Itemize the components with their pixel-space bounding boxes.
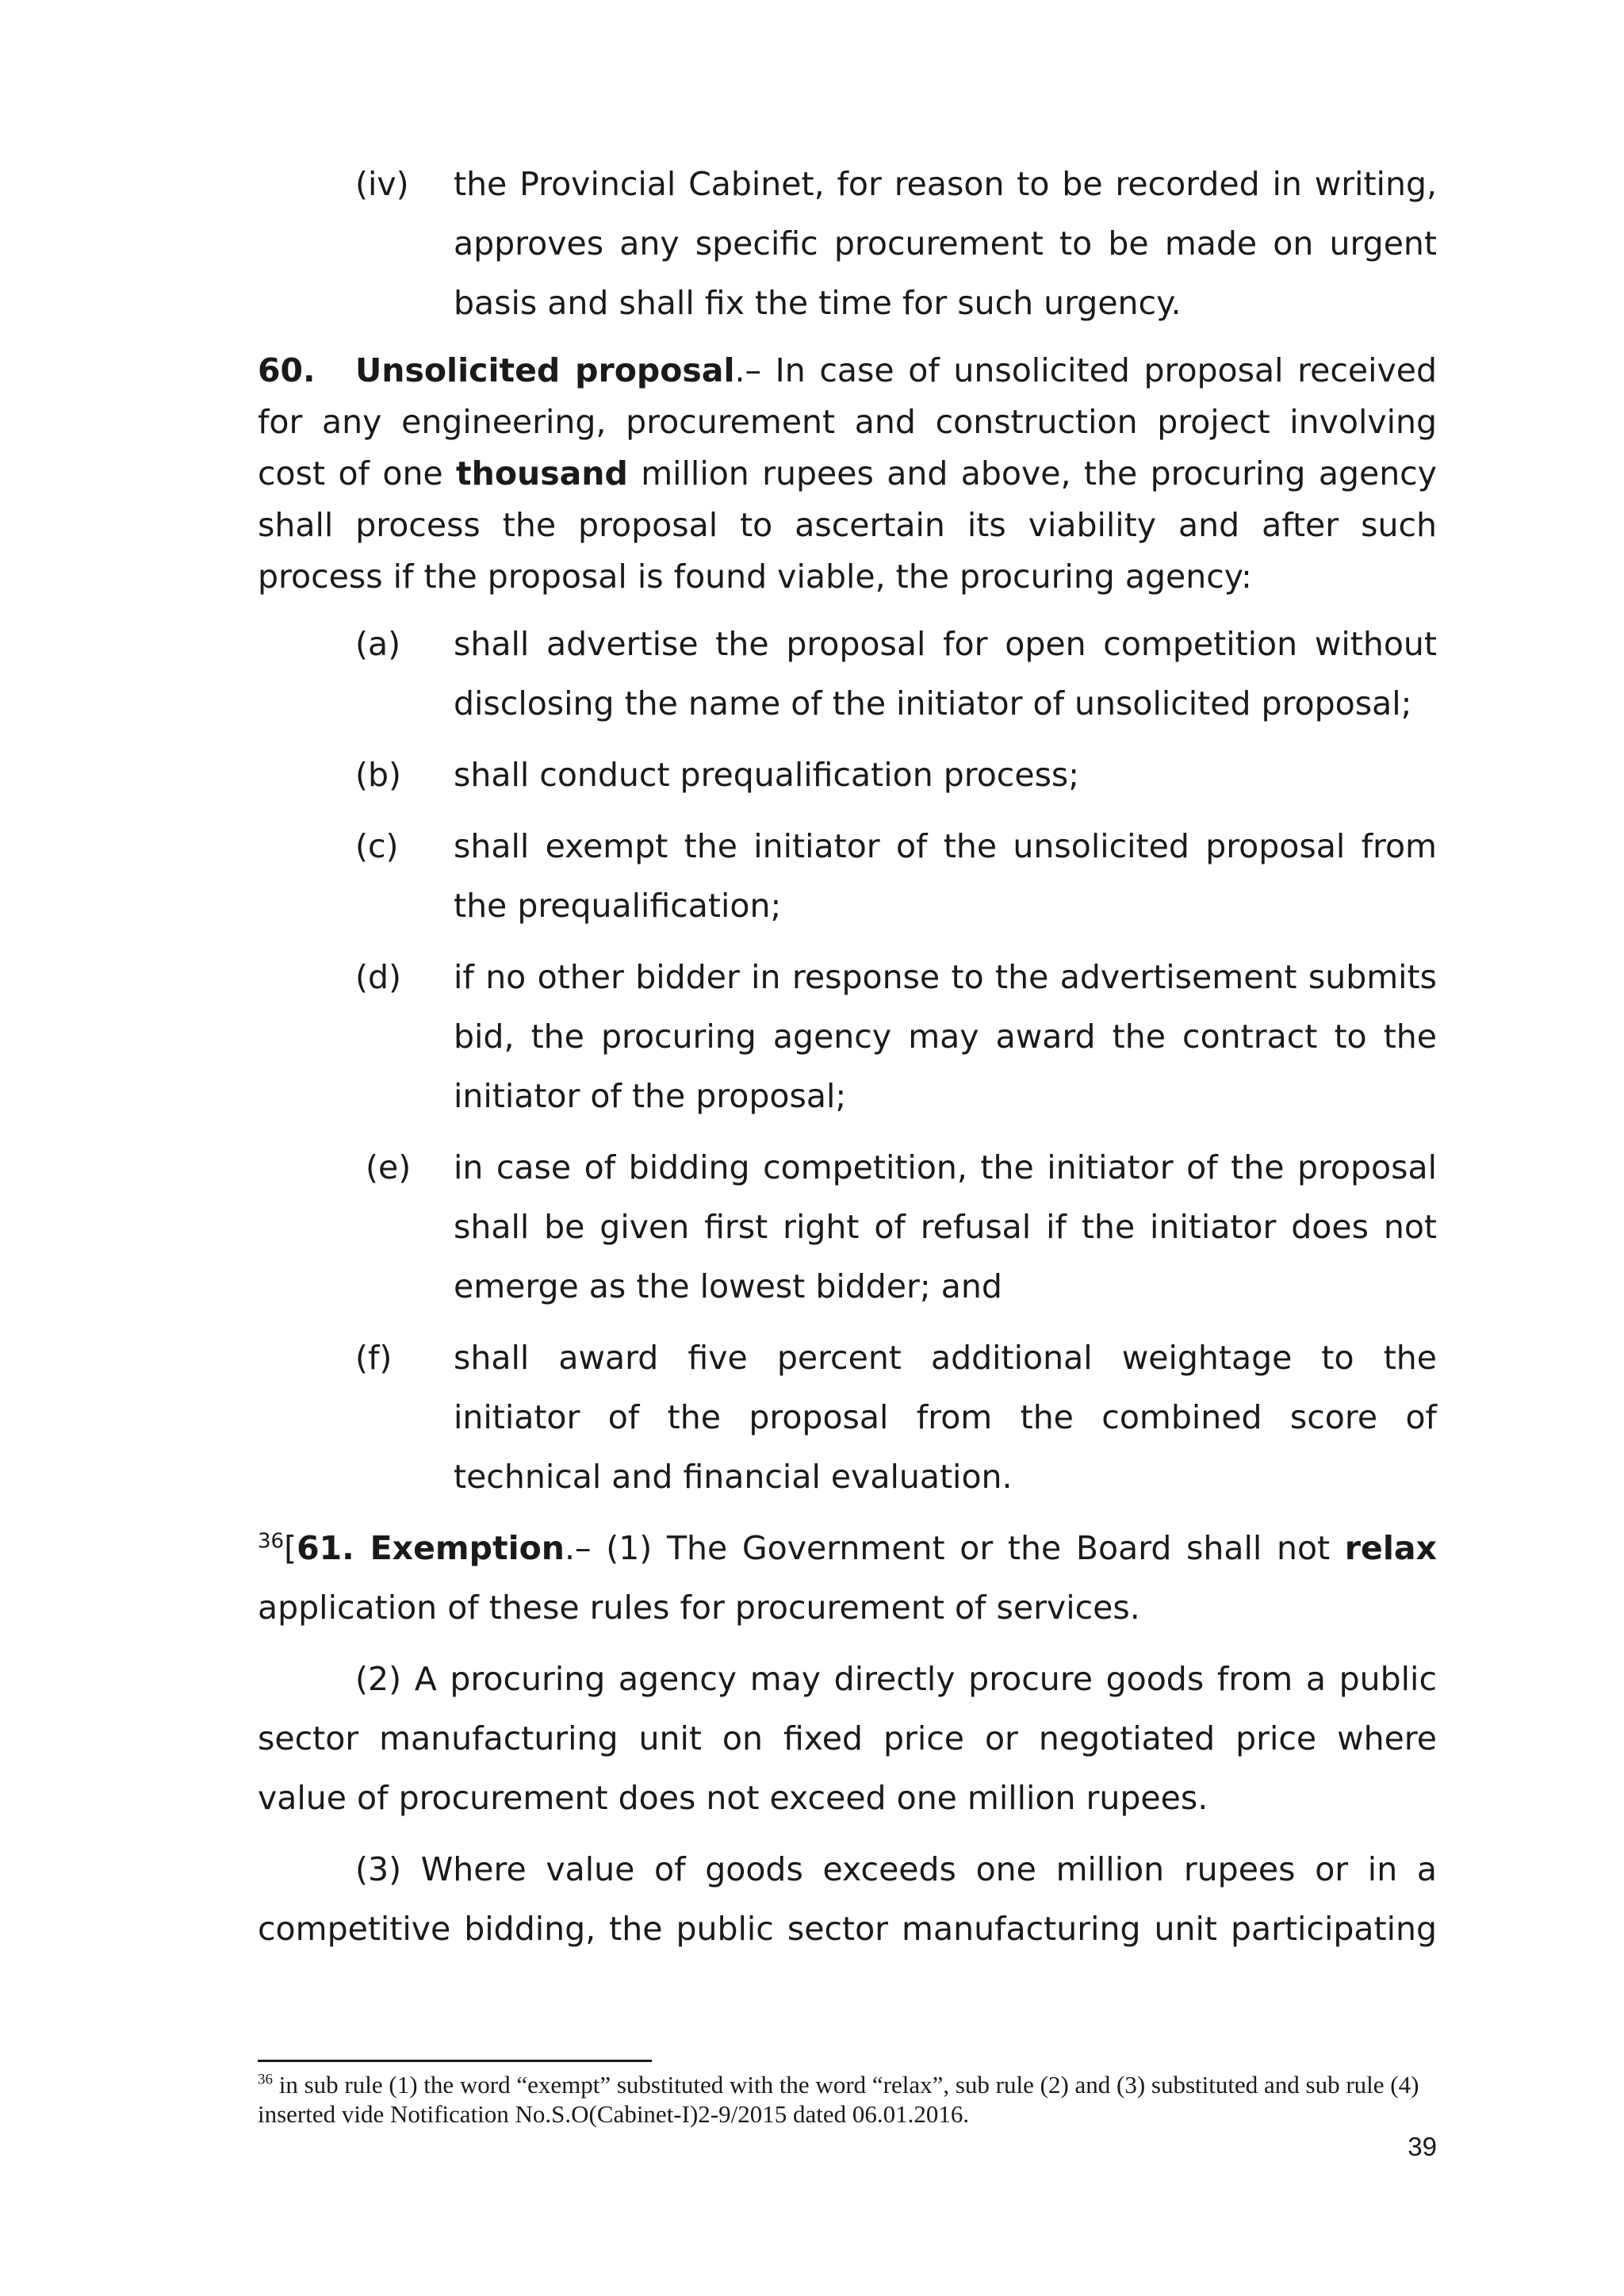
clause-marker: (f) [355,1339,393,1377]
clause-text: the Provincial Cabinet, for reason to be recorded in writing, approves any specific procurement to be made on urgent basis and shall fix the time for such urgency. [454,165,1437,322]
section-body-start: .– In case of unsolicited proposal received for any engineering, procurement and construction project involving cost of one [258,351,1437,493]
section-body-end: million rupees and above, the procuring agency shall process the proposal to ascertain its viability and after such process if the proposal is found viable, the procuring agency: [258,454,1437,596]
clause-marker: (e) [366,1148,412,1186]
section-heading: Unsolicited proposal [355,351,735,389]
clause-f [258,1328,1437,1507]
section-60 [258,345,1437,603]
bold-word-relax: relax [1344,1529,1437,1567]
clause-marker: (iv) [355,165,409,203]
opening-bracket: [ [284,1529,297,1567]
clause-marker: (a) [355,625,401,663]
footnote-text: in sub rule (1) the word “exempt” substituted with the word “relax”, sub rule (2) and (3) substituted and sub rule (4) inserted vide Notification No.S.O(Cabinet-I)2-9/2015 dated 06.01.2016. [258,2071,1419,2128]
clause-text: shall advertise the proposal for open competition without disclosing the name of the initiator of unsolicited proposal; [454,625,1437,723]
sub-rule-3: (3) Where value of goods exceeds one million rupees or in a competitive bidding, the public sector manufacturing unit participating [258,1850,1437,1948]
document-page [258,155,1437,1971]
clause-b [258,746,1437,805]
clause-text: shall conduct prequalification process; [454,756,1080,794]
page-number: 39 [1408,2132,1437,2161]
section-body-end: application of these rules for procurement of services. [258,1589,1140,1627]
clause-a [258,615,1437,734]
footnote-separator [258,2060,652,2062]
clause-marker: (b) [355,756,402,794]
section-61 [258,1519,1437,1638]
clause-text: in case of bidding competition, the initiator of the proposal shall be given first right of refusal if the initiator does not emerge as the lowest bidder; and [454,1148,1437,1305]
clause-d [258,948,1437,1126]
clause-text: if no other bidder in response to the advertisement submits bid, the procuring agency may award the contract to the initiator of the proposal; [454,958,1437,1115]
clause-c [258,817,1437,936]
clause-marker: (c) [355,827,399,865]
section-number: 60. [258,351,316,389]
section-body-start: .– (1) The Government or the Board shall not [565,1529,1345,1567]
clause-e [258,1138,1437,1317]
clause-text: shall award five percent additional weightage to the initiator of the proposal from the combined score of technical and financial evaluation. [454,1339,1437,1496]
bold-word-thousand: thousand [456,454,628,493]
footnote-number: 36 [258,2071,273,2088]
clause-marker: (d) [355,958,402,996]
sub-rule-2: (2) A procuring agency may directly procure goods from a public sector manufacturing unit on fixed price or negotiated price where value of procurement does not exceed one million rupees. [258,1660,1437,1817]
clause-iv [258,155,1437,333]
clause-text: shall exempt the initiator of the unsolicited proposal from the prequalification; [454,827,1437,925]
section-heading: 61. Exemption [297,1529,565,1567]
footnote-reference[interactable]: 36 [258,1529,285,1554]
footnote [258,2070,1437,2129]
